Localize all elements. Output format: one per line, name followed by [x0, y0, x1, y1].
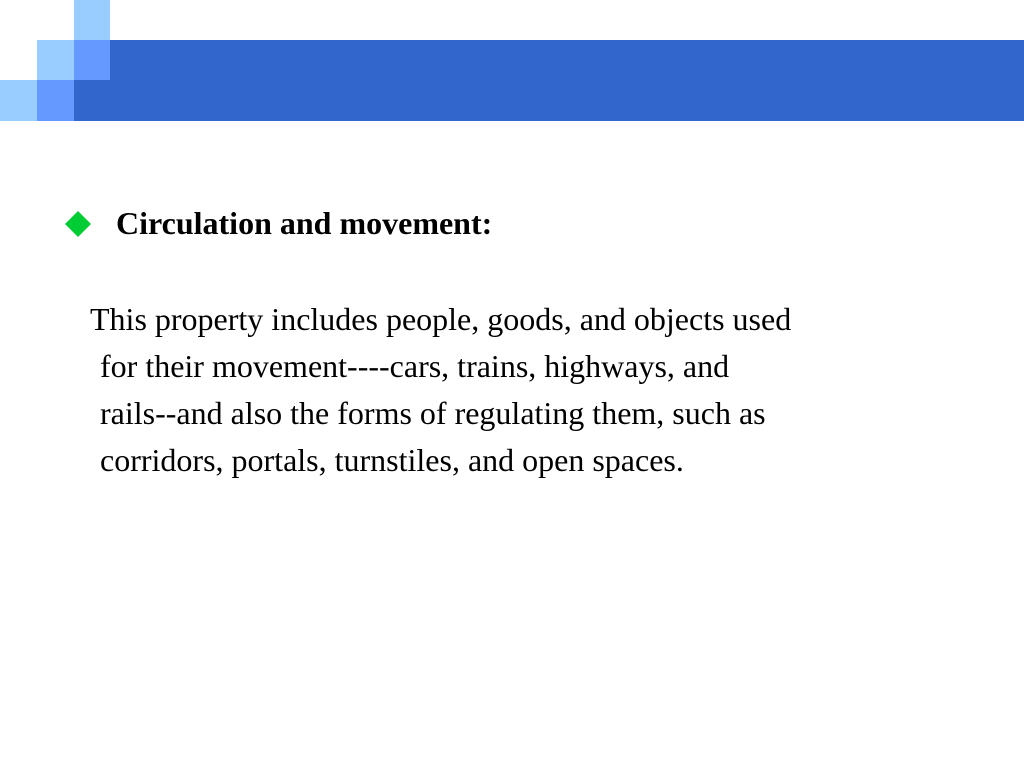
diamond-bullet-icon: [64, 210, 92, 238]
deco-square-bottom-left: [0, 80, 37, 121]
body-line: This property includes people, goods, and objects used: [90, 301, 792, 337]
deco-square-bottom-mid: [37, 80, 74, 121]
body-line: corridors, portals, turnstiles, and open spaces.: [100, 442, 684, 478]
body-line: for their movement----cars, trains, highways, and: [100, 348, 730, 384]
deco-square-mid-right: [74, 40, 110, 80]
deco-square-mid-left: [37, 40, 74, 80]
bullet-heading: Circulation and movement:: [116, 205, 493, 241]
deco-square-top: [74, 0, 110, 40]
header-band: [74, 40, 1024, 121]
bullet-heading-row: [64, 205, 492, 242]
header-decoration: [0, 0, 1024, 125]
body-line: rails--and also the forms of regulating them, such as: [100, 395, 766, 431]
body-paragraph: [90, 296, 990, 484]
